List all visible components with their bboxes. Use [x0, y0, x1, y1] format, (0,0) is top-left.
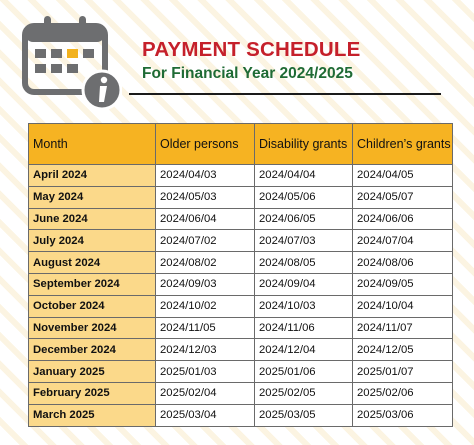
- table-row: [29, 317, 453, 339]
- childrens-grants-date: 2025/03/06: [353, 404, 453, 426]
- older-persons-date: 2024/10/02: [156, 295, 255, 317]
- disability-grants-date: 2024/11/06: [255, 317, 353, 339]
- older-persons-date: 2025/03/04: [156, 404, 255, 426]
- older-persons-date: 2024/05/03: [156, 186, 255, 208]
- disability-grants-date: 2024/08/05: [255, 252, 353, 274]
- page-subtitle: For Financial Year 2024/2025: [142, 65, 353, 82]
- disability-grants-date: 2024/06/05: [255, 208, 353, 230]
- older-persons-date: 2024/04/03: [156, 165, 255, 187]
- older-persons-date: 2024/09/03: [156, 273, 255, 295]
- older-persons-date: 2024/12/03: [156, 339, 255, 361]
- column-header-disability-grants: Disability grants: [255, 124, 353, 165]
- month-cell: January 2025: [29, 361, 156, 383]
- childrens-grants-date: 2024/08/06: [353, 252, 453, 274]
- older-persons-date: 2024/07/02: [156, 230, 255, 252]
- childrens-grants-date: 2024/10/04: [353, 295, 453, 317]
- disability-grants-date: 2024/12/04: [255, 339, 353, 361]
- childrens-grants-date: 2024/07/04: [353, 230, 453, 252]
- calendar-info-icon: [22, 14, 122, 110]
- table-row: [29, 382, 453, 404]
- disability-grants-date: 2024/09/04: [255, 273, 353, 295]
- disability-grants-date: 2024/05/06: [255, 186, 353, 208]
- table-row: [29, 252, 453, 274]
- childrens-grants-date: 2025/01/07: [353, 361, 453, 383]
- disability-grants-date: 2024/07/03: [255, 230, 353, 252]
- month-cell: June 2024: [29, 208, 156, 230]
- month-cell: October 2024: [29, 295, 156, 317]
- month-cell: March 2025: [29, 404, 156, 426]
- table-header-row: [29, 124, 453, 165]
- table-row: [29, 208, 453, 230]
- disability-grants-date: 2025/01/06: [255, 361, 353, 383]
- payment-schedule-table: [28, 123, 452, 427]
- table-row: [29, 230, 453, 252]
- older-persons-date: 2025/02/04: [156, 382, 255, 404]
- childrens-grants-date: 2024/11/07: [353, 317, 453, 339]
- older-persons-date: 2024/06/04: [156, 208, 255, 230]
- month-cell: September 2024: [29, 273, 156, 295]
- childrens-grants-date: 2024/04/05: [353, 165, 453, 187]
- disability-grants-date: 2024/10/03: [255, 295, 353, 317]
- childrens-grants-date: 2024/05/07: [353, 186, 453, 208]
- column-header-older-persons: Older persons: [156, 124, 255, 165]
- disability-grants-date: 2025/03/05: [255, 404, 353, 426]
- month-cell: May 2024: [29, 186, 156, 208]
- table-row: [29, 361, 453, 383]
- month-cell: December 2024: [29, 339, 156, 361]
- month-cell: November 2024: [29, 317, 156, 339]
- title-divider: [129, 93, 441, 95]
- older-persons-date: 2024/08/02: [156, 252, 255, 274]
- page-title: PAYMENT SCHEDULE: [142, 38, 361, 61]
- month-cell: July 2024: [29, 230, 156, 252]
- table-row: [29, 404, 453, 426]
- month-cell: August 2024: [29, 252, 156, 274]
- childrens-grants-date: 2024/09/05: [353, 273, 453, 295]
- column-header-childrens-grants: Children’s grants: [353, 124, 453, 165]
- childrens-grants-date: 2025/02/06: [353, 382, 453, 404]
- older-persons-date: 2025/01/03: [156, 361, 255, 383]
- table-row: [29, 339, 453, 361]
- disability-grants-date: 2025/02/05: [255, 382, 353, 404]
- childrens-grants-date: 2024/06/06: [353, 208, 453, 230]
- older-persons-date: 2024/11/05: [156, 317, 255, 339]
- column-header-month: Month: [29, 124, 156, 165]
- month-cell: February 2025: [29, 382, 156, 404]
- table-row: [29, 273, 453, 295]
- table-row: [29, 295, 453, 317]
- childrens-grants-date: 2024/12/05: [353, 339, 453, 361]
- disability-grants-date: 2024/04/04: [255, 165, 353, 187]
- table-row: [29, 165, 453, 187]
- table-row: [29, 186, 453, 208]
- month-cell: April 2024: [29, 165, 156, 187]
